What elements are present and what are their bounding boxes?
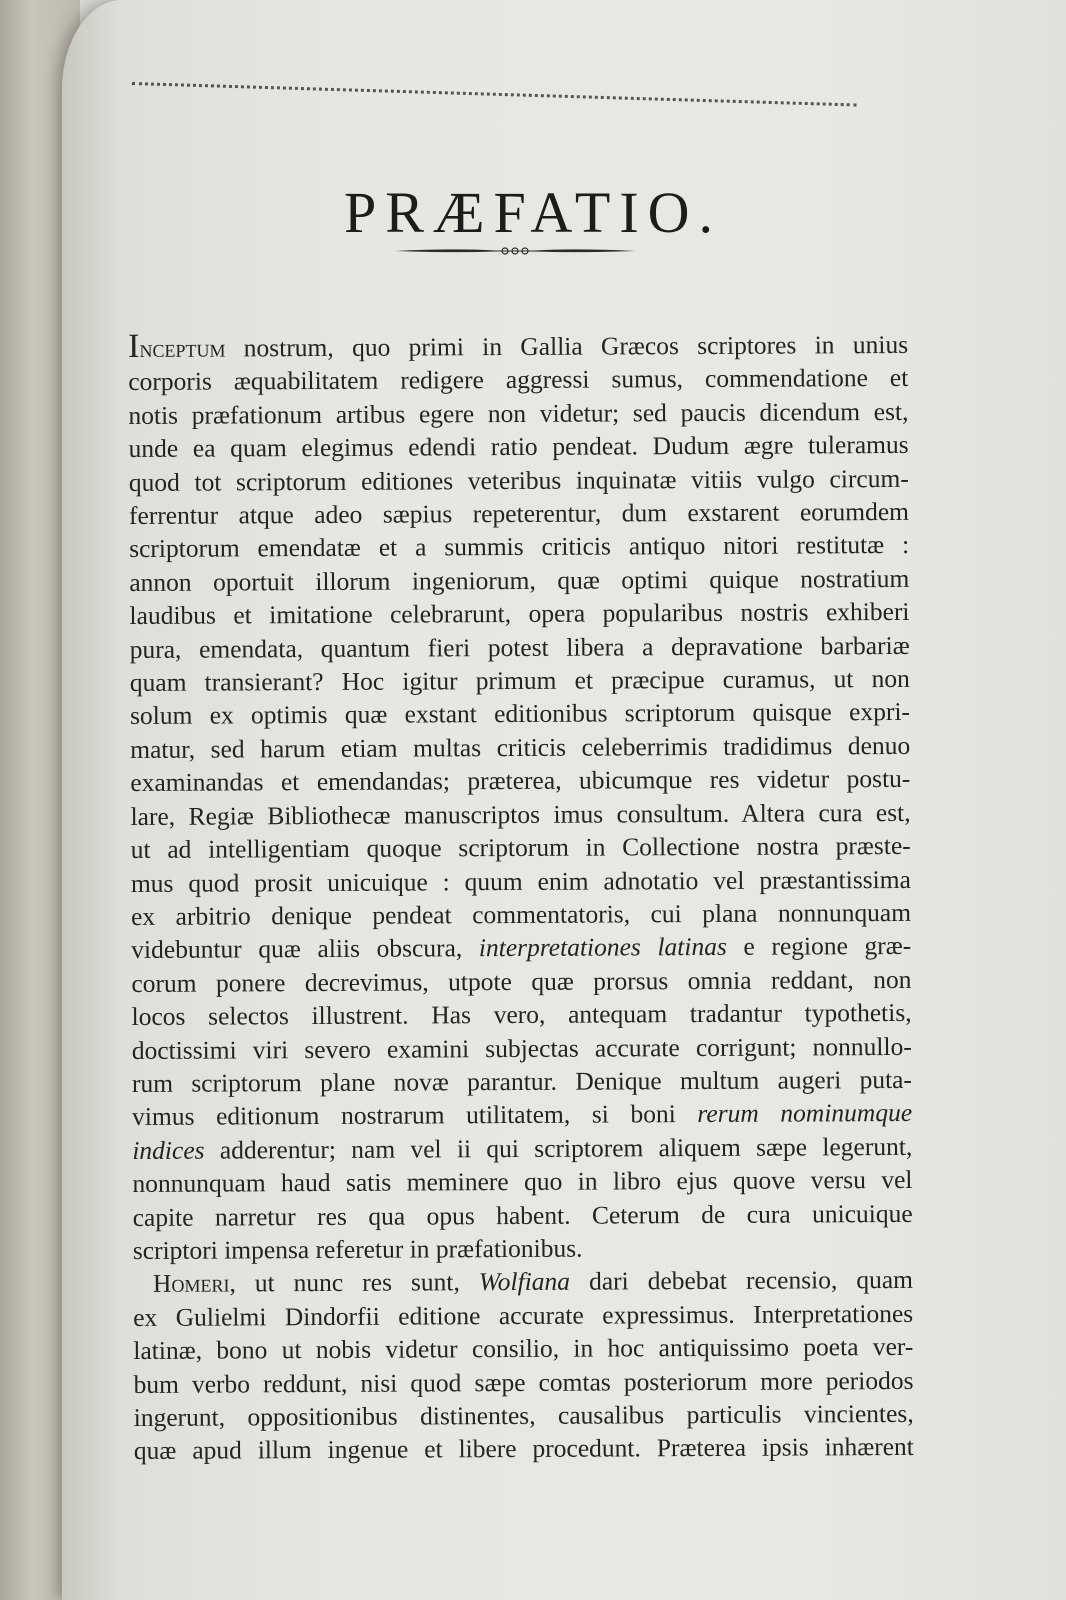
text-line: lare, Regiæ Bibliothecæ manuscriptos imus consultum. Altera cura est, (130, 797, 911, 831)
text-line: matur, sed harum etiam multas criticis celeberrimis tradidimus denuo (130, 730, 911, 764)
text-line: ex arbitrio denique pendeat commentatoris, cui plana nonnunquam (130, 897, 912, 931)
text-line: scriptori impensa referetur in præfationibus. (132, 1233, 583, 1265)
text-line: mus quod prosit unicuique : quum enim adnotatio vel præstantissima (130, 864, 911, 898)
page-title: PRÆFATIO. (343, 179, 723, 245)
text-line: examinandas et emendandas; præterea, ubicumque res videtur postu- (130, 764, 911, 798)
text-line: unde ea quam elegimus edendi ratio pendeat. Dudum ægre tuleramus (128, 430, 909, 464)
text-line: corum ponere decrevimus, utpote quæ prorsus omnia reddant, non (131, 964, 912, 998)
text-line: ferrentur atque adeo sæpius repeterentur, dum exstarent eorumdem (128, 496, 910, 531)
text-line: quæ apud illum ingenue et libere procedunt. Præterea ipsis inhærent (133, 1432, 914, 1466)
text-line: solum ex optimis quæ exstant editionibus scriptorum quisque expri- (129, 697, 911, 731)
text-line: doctissimi viri severo examini subjectas accurate corrigunt; nonnullo- (131, 1031, 912, 1065)
text-line: bum verbo reddunt, nisi quod sæpe comtas posteriorum more periodos (133, 1365, 914, 1399)
preface-body (128, 326, 914, 1468)
text-line: pura, emendata, quantum fieri potest libera a depravatione barbariæ (129, 630, 910, 664)
text-line: ut ad intelligentiam quoque scriptorum in Collectione nostra præste- (130, 831, 911, 865)
text-line: latinæ, bono ut nobis videtur consilio, in hoc antiquissimo poeta ver- (133, 1332, 914, 1366)
text-line: Inceptum nostrum, quo primi in Gallia Græcos scriptores in unius (127, 327, 909, 365)
text-line: laudibus et imitatione celebrarunt, opera popularibus nostris exhiberi (129, 597, 910, 631)
text-line: quod tot scriptorum editiones veteribus inquinatæ vitiis vulgo circum- (128, 463, 909, 497)
text-line: scriptorum emendatæ et a summis criticis antiquo nitori restitutæ : (129, 530, 910, 564)
title-ornament-divider (395, 244, 635, 258)
text-line: quam transierant? Hoc igitur primum et præcipue curamus, ut non (129, 663, 910, 698)
text-line: nonnunquam haud satis meminere quo in libro ejus quove versu vel (132, 1165, 913, 1199)
text-line: ex Gulielmi Dindorfii editione accurate expressimus. Interpretationes (133, 1298, 914, 1332)
text-line: ingerunt, oppositionibus distinentes, causalibus particulis vincientes, (133, 1398, 914, 1432)
text-line: locos selectos illustrent. Has vero, antequam tradantur typothetis, (131, 998, 912, 1032)
text-line: capite narretur res qua opus habent. Ceterum de cura unicuique (132, 1198, 913, 1232)
text-line: rum scriptorum plane novæ parantur. Denique multum augeri puta- (131, 1064, 913, 1098)
text-line: Homeri, ut nunc res sunt, Wolfiana dari debebat recensio, quam (152, 1265, 914, 1299)
text-line: indices adderentur; nam vel ii qui scriptorem aliquem sæpe legerunt, (132, 1131, 913, 1165)
text-line: videbuntur quæ aliis obscura, interpretationes latinas e regione græ- (131, 931, 912, 965)
text-line: annon oportuit illorum ingeniorum, quæ optimi quique nostratium (129, 563, 910, 597)
text-line: notis præfationum artibus egere non videtur; sed paucis dicendum est, (128, 396, 909, 430)
text-line: corporis æquabilitatem redigere aggressi sumus, commendatione et (128, 363, 909, 397)
text-line: vimus editionum nostrarum utilitatem, si boni rerum nominumque (132, 1098, 913, 1132)
